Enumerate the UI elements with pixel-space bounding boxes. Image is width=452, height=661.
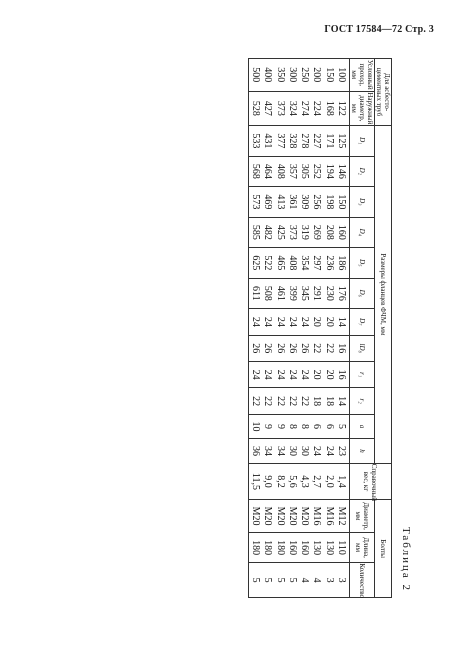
table-cell: 625 [248,248,261,279]
table-cell: 100 [335,59,350,92]
table-row [248,59,261,598]
table-cell: M20 [298,500,310,533]
table-cell: 357 [286,156,298,187]
table-cell: 22 [286,388,298,414]
table-cell: 236 [322,248,334,279]
header-D5: D₅ [350,248,375,279]
table-cell: 224 [310,91,322,126]
table-cell: 130 [322,532,334,563]
table-cell: 469 [261,187,273,218]
table-cell: 20 [310,309,322,335]
table-cell: 168 [322,91,334,126]
table-row [298,59,310,598]
table-cell: 200 [310,59,322,92]
table-cell: 146 [335,156,350,187]
table-cell: 9 [261,414,273,438]
table-cell: 180 [248,532,261,563]
header-bolt-count: Количество [350,563,375,598]
table-cell: 256 [310,187,322,218]
table-cell: 377 [273,126,285,157]
table-row [310,59,322,598]
table-cell: 24 [286,361,298,387]
table-cell: M16 [322,500,334,533]
header-D1: D₁ [350,126,375,157]
table-cell: 6 [310,414,322,438]
table-cell: 110 [335,532,350,563]
table-cell: 180 [261,532,273,563]
table-cell: 305 [298,156,310,187]
table-cell: 528 [248,91,261,126]
table-cell: 522 [261,248,273,279]
table-cell: 5 [286,563,298,598]
table-cell: 24 [298,309,310,335]
table-cell: 22 [322,335,334,361]
table-cell: 533 [248,126,261,157]
page-header: ГОСТ 17584—72 Стр. 3 [324,24,434,35]
table-cell: 150 [335,187,350,218]
table-body [248,59,349,598]
table-cell: 4 [310,563,322,598]
table-cell: 3 [322,563,334,598]
table-cell: 291 [310,278,322,309]
header-r1: r₁ [350,361,375,387]
table-cell: 26 [273,335,285,361]
table-cell: 278 [298,126,310,157]
table-cell: 24 [322,439,334,464]
table-cell: 8,2 [273,463,285,500]
table-cell: 14 [335,388,350,414]
table-cell: 10 [248,414,261,438]
table-cell: 24 [273,361,285,387]
header-a: a [350,414,375,438]
table-cell: 24 [248,361,261,387]
table-cell: 20 [322,361,334,387]
table-cell: 400 [261,59,273,92]
table-cell: 3 [335,563,350,598]
table-cell: 18 [310,388,322,414]
table-cell: 26 [261,335,273,361]
table-cell: 6 [322,414,334,438]
table-cell: 171 [322,126,334,157]
table-cell: 354 [298,248,310,279]
table-cell: M20 [273,500,285,533]
table-cell: 30 [298,439,310,464]
header-bolt-diameter: Диаметр, мм [350,500,375,533]
table-cell: 160 [298,532,310,563]
table-cell: 297 [310,248,322,279]
table-cell: M20 [286,500,298,533]
group-pipes: Для асбесто-цементных труб [375,59,392,126]
table-cell: 24 [261,361,273,387]
flange-dimensions-table [248,58,392,598]
table-cell: 425 [273,217,285,248]
table-cell: 11,5 [248,463,261,500]
table-row [261,59,273,598]
table-cell: 408 [286,248,298,279]
group-bolts: Болты [375,500,392,598]
table-row [273,59,285,598]
table-cell: 5 [273,563,285,598]
table-cell: 5 [335,414,350,438]
table-cell: 252 [310,156,322,187]
table-cell: 427 [261,91,273,126]
table-cell: 22 [248,388,261,414]
table-cell: 18 [322,388,334,414]
table-cell: 328 [286,126,298,157]
table-cell: 508 [261,278,273,309]
table-cell: 34 [273,439,285,464]
table-cell: 413 [273,187,285,218]
table-cell: 250 [298,59,310,92]
header-bolt-length: Длина, мм [350,532,375,563]
table-cell: 8 [286,414,298,438]
group-flanges: Размеры фланцев ФЧМ, мм [375,126,392,464]
table-cell: 24 [248,309,261,335]
table-cell: 2,0 [322,463,334,500]
table-row [286,59,298,598]
table-cell: 573 [248,187,261,218]
rotated-content [82,58,412,598]
table-cell: 2,7 [310,463,322,500]
table-cell: 180 [273,532,285,563]
table-cell: 568 [248,156,261,187]
table-cell: 194 [322,156,334,187]
table-cell: 5,6 [286,463,298,500]
table-cell: 34 [261,439,273,464]
table-cell: 4,3 [298,463,310,500]
table-cell: 309 [298,187,310,218]
table-cell: 1,4 [335,463,350,500]
table-cell: 350 [273,59,285,92]
table-caption: Таблица 2 [400,526,412,592]
table-cell: 324 [286,91,298,126]
table-cell: 5 [261,563,273,598]
table-cell: 30 [286,439,298,464]
table-cell: 122 [335,91,350,126]
table-row [322,59,334,598]
table-cell: 22 [298,388,310,414]
table-cell: 16 [335,335,350,361]
table-cell: 160 [286,532,298,563]
table-cell: 230 [322,278,334,309]
table-cell: 26 [298,335,310,361]
table-cell: 300 [286,59,298,92]
table-cell: 227 [310,126,322,157]
table-cell: 431 [261,126,273,157]
table-cell: 408 [273,156,285,187]
rotated-table-area [82,58,412,598]
header-D6: D₆ [350,278,375,309]
header-h: h [350,439,375,464]
table-cell: 14 [335,309,350,335]
header-D2: D₂ [350,156,375,187]
table-cell: 465 [273,248,285,279]
table-cell: M16 [310,500,322,533]
table-cell: 464 [261,156,273,187]
table-cell: 373 [286,217,298,248]
table-cell: 26 [248,335,261,361]
table-cell: 125 [335,126,350,157]
table-cell: 585 [248,217,261,248]
table-cell: 8 [298,414,310,438]
table-cell: 274 [298,91,310,126]
table-cell: 176 [335,278,350,309]
header-D4: D₄ [350,217,375,248]
table-cell: 373 [273,91,285,126]
table-cell: 361 [286,187,298,218]
table-cell: 24 [261,309,273,335]
header-nominal-pass: Условный проход, мм [350,59,374,90]
table-cell: M12 [335,500,350,533]
table-cell: 186 [335,248,350,279]
table-cell: 9,0 [261,463,273,500]
header-D7: D₇ [350,309,375,335]
table-cell: 26 [286,335,298,361]
table-cell: 198 [322,187,334,218]
table-cell: 4 [298,563,310,598]
table-cell: 208 [322,217,334,248]
table-cell: 23 [335,439,350,464]
table-cell: 160 [335,217,350,248]
table-cell: 20 [310,361,322,387]
table-cell: 130 [310,532,322,563]
table-cell: 5 [248,563,261,598]
table-cell: 22 [310,335,322,361]
table-cell: 9 [273,414,285,438]
table-cell: 482 [261,217,273,248]
header-D3: D₃ [350,187,375,218]
table-row [335,59,350,598]
table-cell: 611 [248,278,261,309]
table-cell: 319 [298,217,310,248]
table-cell: 22 [273,388,285,414]
table-cell: 461 [273,278,285,309]
table-cell: 16 [335,361,350,387]
table-cell: 24 [273,309,285,335]
header-lD8: lD₈ [350,335,375,361]
header-outer-diameter: Наружный диаметр, мм [350,92,374,125]
table-cell: 36 [248,439,261,464]
table-cell: M20 [248,500,261,533]
table-cell: 24 [286,309,298,335]
table-cell: 20 [322,309,334,335]
header-ref-weight: Справочный вес, кг [350,463,392,500]
table-cell: 269 [310,217,322,248]
table-cell: 24 [298,361,310,387]
header-r2: r₂ [350,388,375,414]
table-cell: 24 [310,439,322,464]
table-cell: M20 [261,500,273,533]
table-cell: 150 [322,59,334,92]
table-cell: 399 [286,278,298,309]
table-cell: 345 [298,278,310,309]
table-cell: 500 [248,59,261,92]
table-cell: 22 [261,388,273,414]
